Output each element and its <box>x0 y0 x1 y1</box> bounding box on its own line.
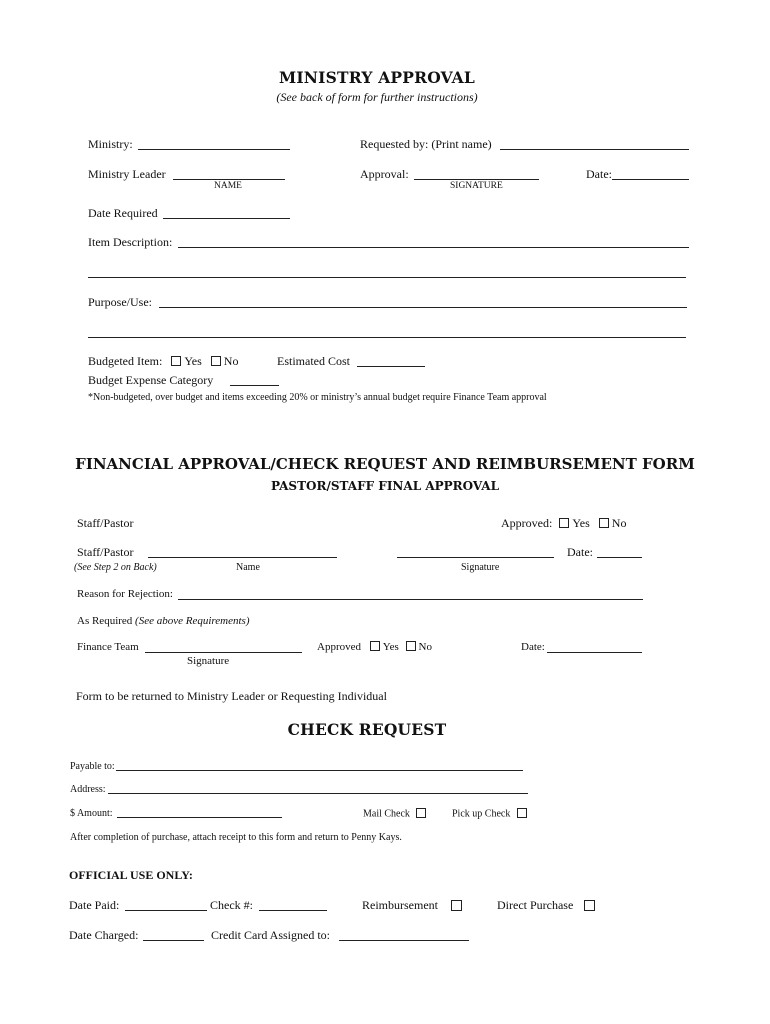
credit-card-field[interactable] <box>339 940 469 941</box>
date-paid-label: Date Paid: <box>69 898 120 912</box>
ministry-leader-field[interactable] <box>173 179 285 180</box>
approval-signature-field[interactable] <box>414 179 539 180</box>
pickup-check-label: Pick up Check <box>452 808 511 820</box>
staff-date-field[interactable] <box>597 557 642 558</box>
credit-card-label: Credit Card Assigned to: <box>211 928 330 942</box>
mail-check-checkbox[interactable] <box>416 808 426 818</box>
estimated-cost-field[interactable] <box>357 366 425 367</box>
item-description-field-2[interactable] <box>88 277 686 278</box>
direct-purchase-checkbox[interactable] <box>584 900 595 911</box>
return-note: Form to be returned to Ministry Leader or Requesting Individual <box>76 689 387 703</box>
date-field[interactable] <box>612 179 689 180</box>
finance-date-field[interactable] <box>547 652 642 653</box>
requested-by-field[interactable] <box>500 149 689 150</box>
finance-signature-caption: Signature <box>187 655 230 667</box>
date-label: Date: <box>586 167 612 181</box>
budgeted-item-label: Budgeted Item: <box>88 354 163 368</box>
name-caption: NAME <box>214 181 242 191</box>
amount-label: $ Amount: <box>70 808 113 819</box>
ministry-note: *Non-budgeted, over budget and items exceeding 20% or ministry’s annual budget require Finance Team approval <box>88 392 547 403</box>
finance-no-checkbox[interactable] <box>406 641 416 651</box>
item-description-field[interactable] <box>178 247 689 248</box>
pickup-check-row <box>452 809 530 819</box>
approved-no-checkbox[interactable] <box>599 518 609 528</box>
as-required-row <box>77 616 249 627</box>
approved-row <box>501 517 626 529</box>
staff-pastor-label: Staff/Pastor <box>77 516 134 530</box>
payable-field[interactable] <box>116 770 523 771</box>
check-no-label: Check #: <box>210 898 253 912</box>
finance-team-signature-field[interactable] <box>145 652 302 653</box>
date-paid-field[interactable] <box>125 910 207 911</box>
budgeted-yes-label: Yes <box>184 354 202 368</box>
ministry-approval-subtitle: (See back of form for further instructions) <box>276 90 478 104</box>
approval-label: Approval: <box>360 167 409 181</box>
approved-yes-label: Yes <box>572 516 590 530</box>
direct-purchase-label: Direct Purchase <box>497 898 574 912</box>
finance-date-label: Date: <box>521 641 545 653</box>
ministry-field[interactable] <box>138 149 290 150</box>
budget-expense-field[interactable] <box>230 385 279 386</box>
date-charged-field[interactable] <box>143 940 204 941</box>
address-label: Address: <box>70 784 106 795</box>
signature-caption: SIGNATURE <box>450 181 503 191</box>
address-field[interactable] <box>108 793 528 794</box>
ministry-approval-title: MINISTRY APPROVAL <box>278 68 475 87</box>
reimbursement-row <box>362 899 465 912</box>
official-use-title: OFFICIAL USE ONLY: <box>69 868 193 882</box>
budgeted-no-checkbox[interactable] <box>211 356 221 366</box>
as-required-label: As Required <box>77 615 133 627</box>
date-required-label: Date Required <box>88 206 158 220</box>
finance-approved-label: Approved <box>317 641 361 653</box>
check-no-field[interactable] <box>259 910 327 911</box>
staff-name-caption: Name <box>236 562 260 573</box>
finance-no-label: No <box>418 641 432 653</box>
check-request-title: CHECK REQUEST <box>287 720 447 739</box>
budgeted-yes-checkbox[interactable] <box>171 356 181 366</box>
date-charged-label: Date Charged: <box>69 928 139 942</box>
purpose-label: Purpose/Use: <box>88 295 152 309</box>
see-step-caption: (See Step 2 on Back) <box>74 562 157 573</box>
budget-expense-label: Budget Expense Category <box>88 373 214 387</box>
requested-by-label: Requested by: (Print name) <box>360 137 492 151</box>
reimbursement-label: Reimbursement <box>362 898 438 912</box>
approved-no-label: No <box>611 516 627 530</box>
mail-check-row <box>363 809 429 819</box>
purpose-field-2[interactable] <box>88 337 686 338</box>
reimbursement-checkbox[interactable] <box>451 900 462 911</box>
staff-signature-caption: Signature <box>461 562 500 573</box>
item-description-label: Item Description: <box>88 235 173 249</box>
direct-purchase-row <box>497 899 598 912</box>
ministry-leader-label: Ministry Leader <box>88 167 166 181</box>
ministry-label: Ministry: <box>88 137 133 151</box>
finance-yes-checkbox[interactable] <box>370 641 380 651</box>
financial-approval-subtitle: PASTOR/STAFF FINAL APPROVAL <box>270 479 500 493</box>
amount-field[interactable] <box>117 817 282 818</box>
check-request-note: After completion of purchase, attach receipt to this form and return to Penny Kays. <box>70 832 402 843</box>
estimated-cost-label: Estimated Cost <box>277 354 350 368</box>
approved-yes-checkbox[interactable] <box>559 518 569 528</box>
staff-pastor-label-2: Staff/Pastor <box>77 545 134 559</box>
pickup-check-checkbox[interactable] <box>517 808 527 818</box>
finance-approved-row <box>317 642 432 653</box>
reason-field[interactable] <box>178 599 643 600</box>
budgeted-item-row <box>88 355 238 367</box>
date-required-field[interactable] <box>163 218 290 219</box>
mail-check-label: Mail Check <box>363 808 410 820</box>
payable-label: Payable to: <box>70 761 115 772</box>
purpose-field[interactable] <box>159 307 687 308</box>
staff-date-label: Date: <box>567 545 593 559</box>
budgeted-no-label: No <box>223 354 239 368</box>
approved-label: Approved: <box>501 516 553 530</box>
staff-pastor-name-field[interactable] <box>148 557 337 558</box>
reason-label: Reason for Rejection: <box>77 588 173 600</box>
as-required-note: (See above Requirements) <box>135 615 250 627</box>
finance-team-label: Finance Team <box>77 641 139 653</box>
staff-pastor-signature-field[interactable] <box>397 557 554 558</box>
financial-approval-title: FINANCIAL APPROVAL/CHECK REQUEST AND REIMBURSEMENT FORM <box>75 455 695 473</box>
finance-yes-label: Yes <box>382 641 399 653</box>
